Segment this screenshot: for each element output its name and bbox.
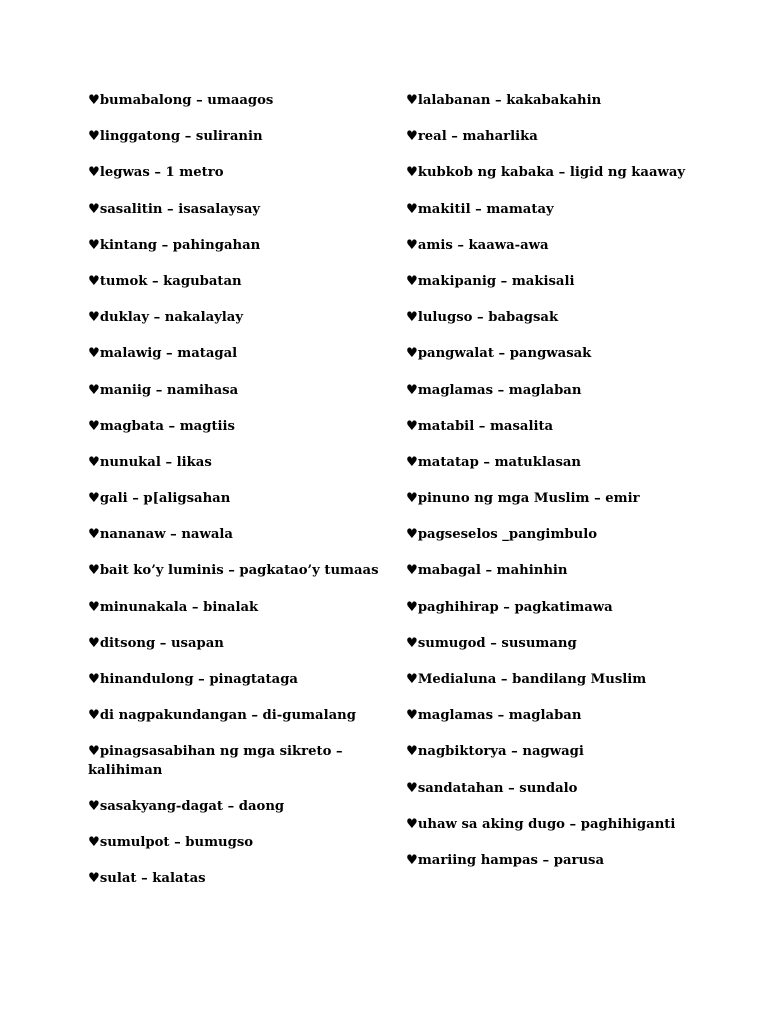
vocabulary-entry: ♥legwas – 1 metro (88, 165, 224, 181)
vocabulary-entry: ♥sasalitin – isasalaysay (88, 201, 261, 217)
vocabulary-entry: ♥amis – kaawa-awa (406, 237, 549, 253)
vocabulary-entry: ♥duklay – nakalaylay (88, 310, 244, 326)
vocabulary-entry: ♥makitil – mamatay (406, 201, 554, 217)
vocabulary-entry: ♥uhaw sa aking dugo – paghihiganti (406, 816, 676, 832)
vocabulary-entry: ♥tumok – kagubatan (88, 273, 242, 289)
vocabulary-entry: ♥nagbiktorya – nagwagi (406, 744, 584, 760)
vocabulary-entry: ♥sulat – kalatas (88, 871, 206, 887)
left-word-list (88, 92, 380, 907)
vocabulary-entry: ♥sumugod – susumang (406, 635, 577, 651)
vocabulary-entry: ♥pinagsasabihan ng mga sikreto – kalihiman (88, 744, 343, 778)
vocabulary-entry: ♥maglamas – maglaban (406, 382, 582, 398)
vocabulary-entry: ♥lulugso – babagsak (406, 310, 559, 326)
vocabulary-entry: ♥linggatong – suliranin (88, 129, 263, 145)
vocabulary-entry: ♥nananaw – nawala (88, 527, 233, 543)
vocabulary-entry: ♥sasakyang-dagat – daong (88, 799, 285, 815)
vocabulary-entry: ♥minunakala – binalak (88, 599, 259, 615)
vocabulary-entry: ♥mabagal – mahinhin (406, 563, 568, 579)
vocabulary-entry: ♥bait ko’y luminis – pagkatao’y tumaas (88, 563, 379, 579)
vocabulary-entry: ♥gali – p[aligsahan (88, 491, 231, 507)
vocabulary-entry: ♥makipanig – makisali (406, 273, 575, 289)
vocabulary-entry: ♥sandatahan – sundalo (406, 780, 578, 796)
vocabulary-entry: ♥lalabanan – kakabakahin (406, 93, 602, 108)
vocabulary-entry: ♥maglamas – maglaban (406, 708, 582, 724)
vocabulary-entry: ♥Medialuna – bandilang Muslim (406, 672, 647, 687)
vocabulary-entry: ♥matabil – masalita (406, 418, 554, 434)
vocabulary-entry: ♥kintang – pahingahan (88, 237, 261, 253)
vocabulary-entry: ♥kubkob ng kabaka – ligid ng kaaway (406, 165, 686, 181)
vocabulary-entry: ♥pagseselos _pangimbulo (406, 527, 598, 543)
vocabulary-entry: ♥pinuno ng mga Muslim – emir (406, 491, 640, 507)
vocabulary-entry: ♥di nagpakundangan – di-gumalang (88, 708, 356, 724)
vocabulary-entry: ♥hinandulong – pinagtataga (88, 672, 298, 687)
vocabulary-entry: ♥mariing hampas – parusa (406, 852, 605, 868)
right-word-list (406, 92, 706, 888)
vocabulary-entry: ♥nunukal – likas (88, 454, 212, 470)
vocabulary-entry: ♥magbata – magtiis (88, 418, 235, 434)
vocabulary-entry: ♥ditsong – usapan (88, 635, 224, 651)
vocabulary-entry: ♥real – maharlika (406, 129, 538, 145)
vocabulary-entry: ♥matatap – matuklasan (406, 454, 582, 470)
vocabulary-entry: ♥bumabalong – umaagos (88, 93, 274, 108)
vocabulary-entry: ♥sumulpot – bumugso (88, 835, 254, 851)
vocabulary-entry: ♥maniig – namihasa (88, 382, 239, 398)
vocabulary-entry: ♥malawig – matagal (88, 346, 238, 362)
vocabulary-entry: ♥paghihirap – pagkatimawa (406, 599, 613, 615)
vocabulary-entry: ♥pangwalat – pangwasak (406, 346, 592, 362)
